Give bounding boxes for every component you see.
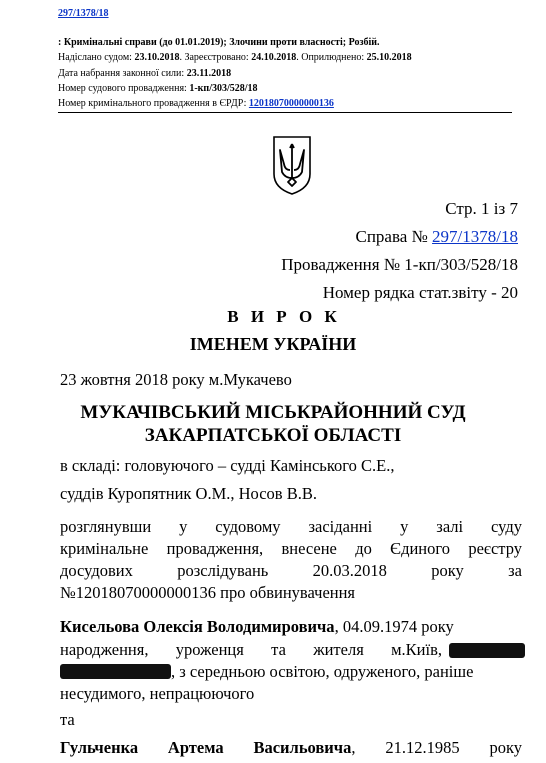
redacted-block bbox=[449, 643, 525, 658]
proceeding-label: Номер судового провадження: bbox=[58, 83, 190, 94]
redacted-block bbox=[60, 664, 171, 679]
court-judges: суддів Куропятник О.М., Носов В.В. bbox=[60, 484, 317, 503]
defendant1-line2: народження, уроженця та жителя м.Київ, bbox=[60, 640, 442, 659]
case-number-line bbox=[355, 227, 518, 247]
defendant2-line1 bbox=[60, 738, 522, 758]
legal-force-line bbox=[58, 68, 231, 80]
case-category: : Кримінальні справи (до 01.01.2019); Злочини проти власності; Розбій. bbox=[58, 37, 380, 48]
defendant2-name: Гульченка Артема Васильовича bbox=[60, 738, 352, 757]
defendant1-line3 bbox=[60, 662, 522, 682]
erdr-line bbox=[58, 98, 334, 110]
paragraph-line: розглянувши у судовому засіданні у залі суду bbox=[60, 517, 522, 536]
defendant2-birth: , 21.12.1985 року bbox=[351, 738, 522, 757]
dates-line bbox=[58, 52, 412, 64]
court-name-line2: ЗАКАРПАТСЬКОЇ ОБЛАСТІ bbox=[144, 425, 402, 446]
defendant1-line1 bbox=[60, 617, 522, 637]
defendant1-name: Кисельова Олексія Володимировича bbox=[60, 617, 335, 636]
published-date: 25.10.2018 bbox=[366, 52, 412, 63]
defendant1-line4: несудимого, непрацюючого bbox=[60, 684, 255, 703]
defendant1-birth: , 04.09.1974 року bbox=[334, 617, 454, 636]
paragraph-line: досудових розслідувань 20.03.2018 року за bbox=[60, 561, 522, 580]
registered-label: . Зареєстровано: bbox=[179, 52, 252, 63]
verdict-subtitle: ІМЕНЕМ УКРАЇНИ bbox=[189, 334, 357, 354]
stat-report-row: Номер рядка стат.звіту - 20 bbox=[322, 283, 518, 302]
trident-coat-of-arms-icon bbox=[271, 134, 313, 196]
date-place: 23 жовтня 2018 року м.Мукачево bbox=[60, 370, 292, 389]
proceeding-number-line: Провадження № 1-кп/303/528/18 bbox=[281, 255, 518, 274]
force-label: Дата набрання законної сили: bbox=[58, 68, 187, 79]
case-label: Справа № bbox=[355, 227, 433, 246]
case-number-doc-link[interactable]: 297/1378/18 bbox=[432, 227, 518, 246]
registered-date: 24.10.2018 bbox=[251, 52, 297, 63]
header-divider bbox=[58, 112, 512, 113]
defendant1-education: , з середньою освітою, одруженого, раніше bbox=[171, 662, 474, 681]
erdr-label: Номер кримінального провадження в ЄРДР: bbox=[58, 98, 249, 109]
court-composition: в складі: головуючого – судді Камінського С.Е., bbox=[60, 456, 395, 475]
verdict-title: В И Р О К bbox=[227, 307, 341, 326]
force-date: 23.11.2018 bbox=[186, 68, 232, 79]
page-counter: Стр. 1 із 7 bbox=[445, 199, 518, 218]
sent-date: 23.10.2018 bbox=[134, 52, 180, 63]
paragraph-line: кримінальне провадження, внесене до Єдиного реєстру bbox=[60, 539, 522, 558]
sent-label: Надіслано судом: bbox=[58, 52, 135, 63]
case-number-link[interactable]: 297/1378/18 bbox=[58, 8, 109, 19]
conjunction: та bbox=[60, 710, 75, 729]
court-name-line1: МУКАЧІВСЬКИЙ МІСЬКРАЙОННИЙ СУД bbox=[80, 402, 466, 423]
proceeding-number: 1-кп/303/528/18 bbox=[189, 83, 258, 94]
published-label: . Оприлюднено: bbox=[296, 52, 367, 63]
proceeding-line bbox=[58, 83, 258, 95]
erdr-number-link[interactable]: 12018070000000136 bbox=[248, 98, 334, 109]
paragraph-line: №12018070000000136 про обвинувачення bbox=[60, 583, 356, 602]
